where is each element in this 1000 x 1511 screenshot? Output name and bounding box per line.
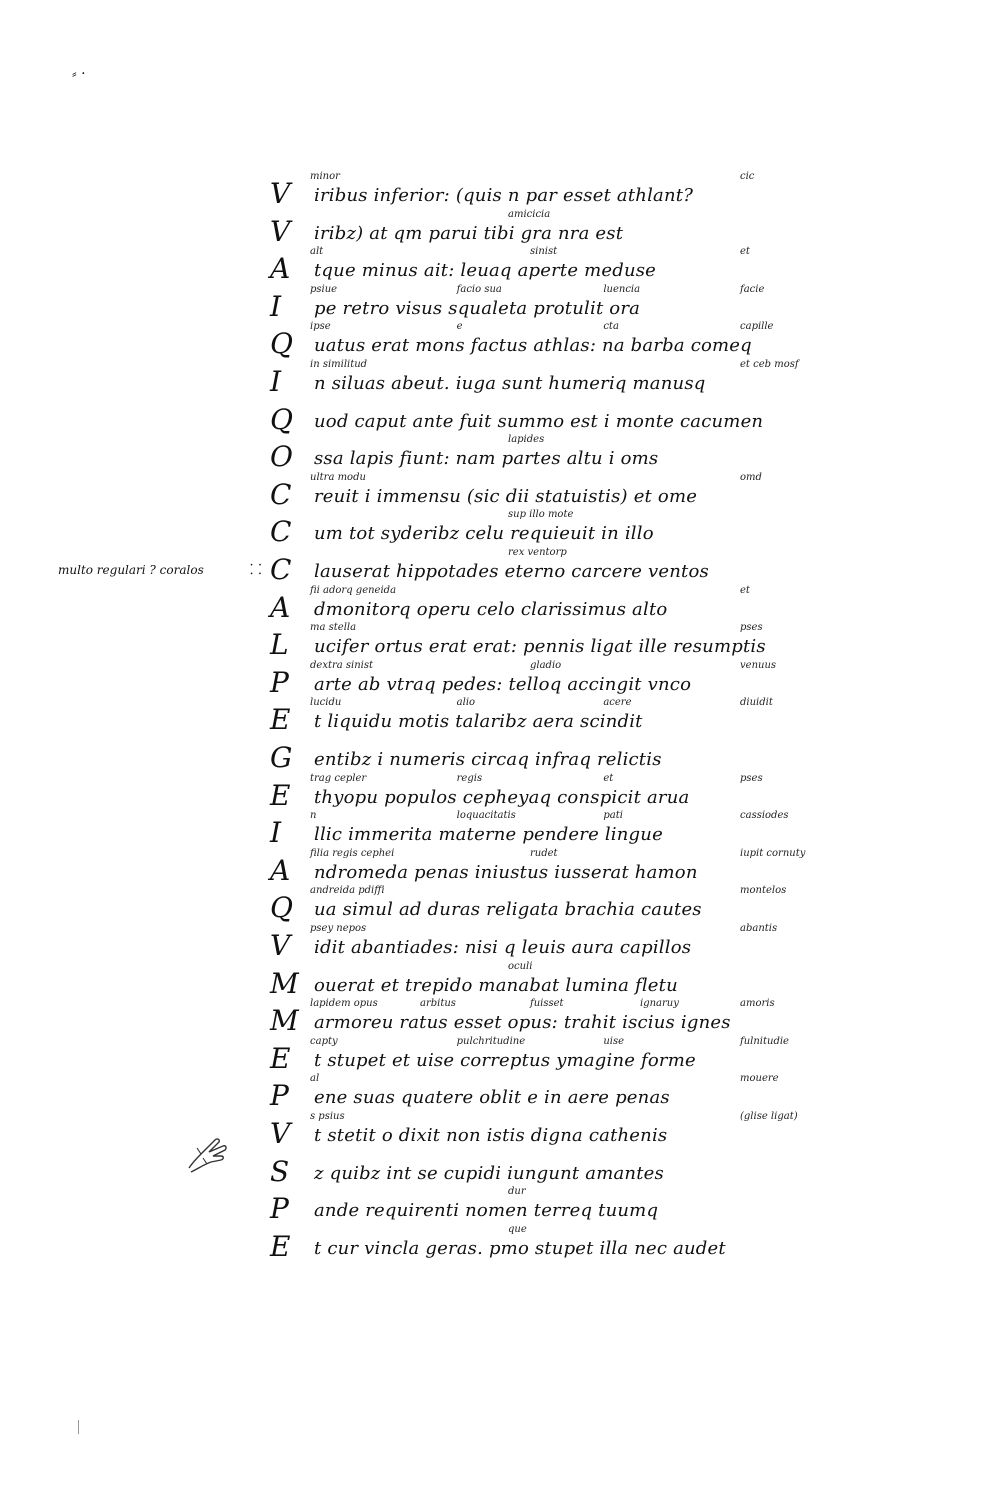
interlinear-gloss: facio sua xyxy=(456,283,502,295)
line-initial: V xyxy=(270,1117,291,1150)
line-text: t stetit o dixit non istis digna cathenis xyxy=(314,1125,668,1146)
line-initial: E xyxy=(270,1041,291,1075)
line-text: idit abantiades: nisi q leuis aura capillos xyxy=(314,937,692,958)
interlinear-gloss: abantis xyxy=(740,923,778,934)
line-initial: I xyxy=(270,289,282,323)
line-initial: S xyxy=(270,1154,290,1188)
interlinear-gloss: in similitud xyxy=(310,359,368,370)
line-initial: E xyxy=(270,1229,291,1263)
manuscript-line xyxy=(270,283,790,326)
manuscript-line xyxy=(270,659,790,702)
line-text: arte ab vtraq pedes: telloq accingit vnco xyxy=(314,673,692,695)
line-initial: C xyxy=(270,553,292,586)
interlinear-gloss: ignaruy xyxy=(640,998,679,1010)
interlinear-gloss: facie xyxy=(740,283,765,295)
manuscript-line xyxy=(270,923,790,965)
manuscript-line xyxy=(270,471,790,514)
interlinear-gloss: gladio xyxy=(530,659,562,671)
manuscript-line xyxy=(270,171,790,213)
line-text: n siluas abeut. iuga sunt humeriq manusq xyxy=(314,373,706,394)
interlinear-gloss: sinist xyxy=(530,246,558,258)
interlinear-gloss: sup illo mote xyxy=(508,509,574,521)
interlinear-gloss: acere xyxy=(603,697,632,709)
manuscript-line xyxy=(270,622,790,664)
interlinear-gloss: montelos xyxy=(740,885,787,897)
interlinear-gloss: lapidem opus xyxy=(310,998,378,1010)
line-text: iribus inferior: (quis n par esset athlant? xyxy=(314,185,694,206)
margin-mark: ⸬ xyxy=(250,562,262,578)
line-text: reuit i immensu (sic dii statuistis) et ome xyxy=(314,485,698,507)
interlinear-gloss: oculi xyxy=(508,960,533,972)
line-initial: P xyxy=(270,665,289,699)
interlinear-gloss: ultra modu xyxy=(310,471,366,483)
interlinear-gloss: lapides xyxy=(508,434,545,446)
interlinear-gloss: regis xyxy=(456,772,483,784)
interlinear-gloss: loquacitatis xyxy=(456,810,516,822)
manicule-icon xyxy=(185,1128,231,1174)
line-text: uod caput ante fuit summo est i monte cacumen xyxy=(314,410,764,432)
line-text: um tot syderibz celu requieuit in illo xyxy=(314,523,654,545)
line-text: ouerat et trepido manabat lumina fletu xyxy=(314,974,678,996)
manuscript-line xyxy=(270,998,790,1040)
interlinear-gloss: e xyxy=(456,321,463,333)
manuscript-line xyxy=(270,772,790,815)
line-text: ene suas quatere oblit e in aere penas xyxy=(314,1087,670,1109)
line-initial: P xyxy=(270,1192,289,1226)
line-initial: E xyxy=(270,778,291,812)
interlinear-gloss: venuus xyxy=(740,659,777,671)
line-text: t liquidu motis talaribz aera scindit xyxy=(314,711,643,733)
interlinear-gloss: iupit cornuty xyxy=(740,847,806,859)
line-initial: L xyxy=(270,628,289,662)
line-text: pe retro visus squaleta protulit ora xyxy=(314,297,641,319)
interlinear-gloss: andreida pdiffi xyxy=(310,885,385,897)
interlinear-gloss: que xyxy=(508,1223,527,1235)
interlinear-gloss: fii adorq geneida xyxy=(310,584,397,596)
line-initial: V xyxy=(270,177,291,210)
interlinear-gloss: amoris xyxy=(740,998,775,1010)
interlinear-gloss: et xyxy=(740,584,750,596)
interlinear-gloss: luencia xyxy=(603,283,641,295)
manuscript-line xyxy=(270,1111,798,1153)
line-text: t cur vincla geras. pmo stupet illa nec audet xyxy=(314,1237,726,1259)
interlinear-gloss: rudet xyxy=(530,847,558,859)
interlinear-gloss: arbitus xyxy=(420,998,456,1010)
line-initial: O xyxy=(270,440,293,474)
line-text: dmonitorq operu celo clarissimus alto xyxy=(314,598,668,620)
interlinear-gloss: omd xyxy=(740,471,762,483)
ruling-mark xyxy=(78,1420,79,1434)
interlinear-gloss: ma stella xyxy=(310,622,357,634)
interlinear-gloss: psiue xyxy=(310,283,338,295)
line-text: ssa lapis fiunt: nam partes altu i oms xyxy=(314,448,659,470)
manuscript-line xyxy=(270,1153,790,1191)
interlinear-gloss: et xyxy=(740,246,750,258)
line-initial: V xyxy=(270,214,291,248)
line-initial: G xyxy=(270,741,293,774)
interlinear-gloss: pses xyxy=(740,622,763,634)
manuscript-line xyxy=(270,321,790,363)
interlinear-gloss: uise xyxy=(603,1035,625,1047)
interlinear-gloss: lucidu xyxy=(310,697,342,709)
interlinear-gloss: pulchritudine xyxy=(456,1035,526,1047)
interlinear-gloss: (glise ligat) xyxy=(740,1111,798,1122)
manuscript-line xyxy=(270,1073,790,1115)
manuscript-line xyxy=(270,584,790,627)
manuscript-line xyxy=(270,1223,790,1266)
interlinear-gloss: cic xyxy=(740,171,755,182)
interlinear-gloss: fulnitudie xyxy=(740,1035,789,1047)
line-text: iribz) at qm parui tibi gra nra est xyxy=(314,222,624,244)
interlinear-gloss: capty xyxy=(310,1035,338,1047)
line-text: t stupet et uise correptus ymagine forme xyxy=(314,1049,696,1071)
interlinear-gloss: ipse xyxy=(310,321,331,333)
interlinear-gloss: amicicia xyxy=(508,208,551,220)
manuscript-line xyxy=(270,960,790,1003)
interlinear-gloss: dextra sinist xyxy=(310,659,374,671)
interlinear-gloss: et ceb mosf xyxy=(740,359,799,370)
line-text: thyopu populos cepheyaq conspicit arua xyxy=(314,786,690,808)
line-initial: Q xyxy=(270,327,293,361)
line-initial: V xyxy=(270,929,291,962)
line-text: ndromeda penas iniustus iusserat hamon xyxy=(314,861,698,883)
line-initial: E xyxy=(270,703,291,737)
interlinear-gloss: trag cepler xyxy=(310,772,367,784)
interlinear-gloss: diuidit xyxy=(740,697,773,709)
corner-marks: ⸗ · xyxy=(72,66,86,82)
interlinear-gloss: pses xyxy=(740,772,763,784)
interlinear-gloss: cta xyxy=(603,321,619,333)
line-text: uatus erat mons factus athlas: na barba comeq xyxy=(314,335,752,357)
line-text: ucifer ortus erat erat: pennis ligat ille resumptis xyxy=(314,636,766,658)
line-text: ande requirenti nomen terreq tuumq xyxy=(314,1200,659,1222)
line-initial: M xyxy=(270,1004,299,1038)
interlinear-gloss: alt xyxy=(310,246,324,258)
line-initial: A xyxy=(270,252,291,286)
line-initial: I xyxy=(270,816,282,850)
line-initial: P xyxy=(270,1079,289,1113)
interlinear-gloss: cassiodes xyxy=(740,810,789,822)
line-text: tque minus ait: leuaq aperte meduse xyxy=(314,260,657,282)
manuscript-line xyxy=(270,401,790,439)
interlinear-gloss: pati xyxy=(603,810,623,822)
line-text: llic immerita materne pendere lingue xyxy=(314,824,663,846)
manuscript-line xyxy=(270,885,790,927)
manuscript-line xyxy=(270,1186,790,1228)
line-initial: M xyxy=(270,966,299,1000)
interlinear-gloss: filia regis cephei xyxy=(310,847,395,859)
line-initial: Q xyxy=(270,891,293,925)
manuscript-line xyxy=(270,509,790,551)
line-initial: A xyxy=(270,853,291,887)
interlinear-gloss: capille xyxy=(740,321,774,333)
manuscript-line xyxy=(270,1035,790,1078)
interlinear-gloss: alio xyxy=(456,697,476,709)
manuscript-line xyxy=(270,547,790,589)
manuscript-line xyxy=(270,246,790,288)
manuscript-line xyxy=(270,697,790,739)
line-text: entibz i numeris circaq infraq relictis xyxy=(314,749,662,770)
line-text: armoreu ratus esset opus: trahit iscius ignes xyxy=(314,1012,731,1034)
interlinear-gloss: al xyxy=(310,1073,320,1085)
interlinear-gloss: mouere xyxy=(740,1073,779,1085)
manuscript-line xyxy=(270,434,790,476)
manuscript-line xyxy=(270,208,790,251)
line-text: lauserat hippotades eterno carcere ventos xyxy=(314,561,709,582)
line-text: z quibz int se cupidi iungunt amantes xyxy=(314,1162,664,1184)
manuscript-line xyxy=(270,810,790,852)
line-initial: C xyxy=(270,515,292,549)
interlinear-gloss: s psius xyxy=(310,1111,345,1122)
manuscript-line xyxy=(270,847,806,890)
line-text: ua simul ad duras religata brachia cautes xyxy=(314,899,702,921)
manuscript-line xyxy=(270,359,799,401)
line-initial: Q xyxy=(270,402,293,436)
line-initial: I xyxy=(270,365,282,398)
interlinear-gloss: minor xyxy=(310,171,340,182)
interlinear-gloss: fuisset xyxy=(530,998,564,1010)
line-initial: A xyxy=(270,590,291,624)
manuscript-line xyxy=(270,739,790,777)
line-initial: C xyxy=(270,477,292,511)
margin-note: multo regulari ? coralos xyxy=(58,563,204,577)
interlinear-gloss: dur xyxy=(508,1186,526,1198)
interlinear-gloss: psey nepos xyxy=(310,923,367,934)
interlinear-gloss: et xyxy=(603,772,614,784)
interlinear-gloss: rex ventorp xyxy=(508,547,567,558)
interlinear-gloss: n xyxy=(310,810,317,822)
